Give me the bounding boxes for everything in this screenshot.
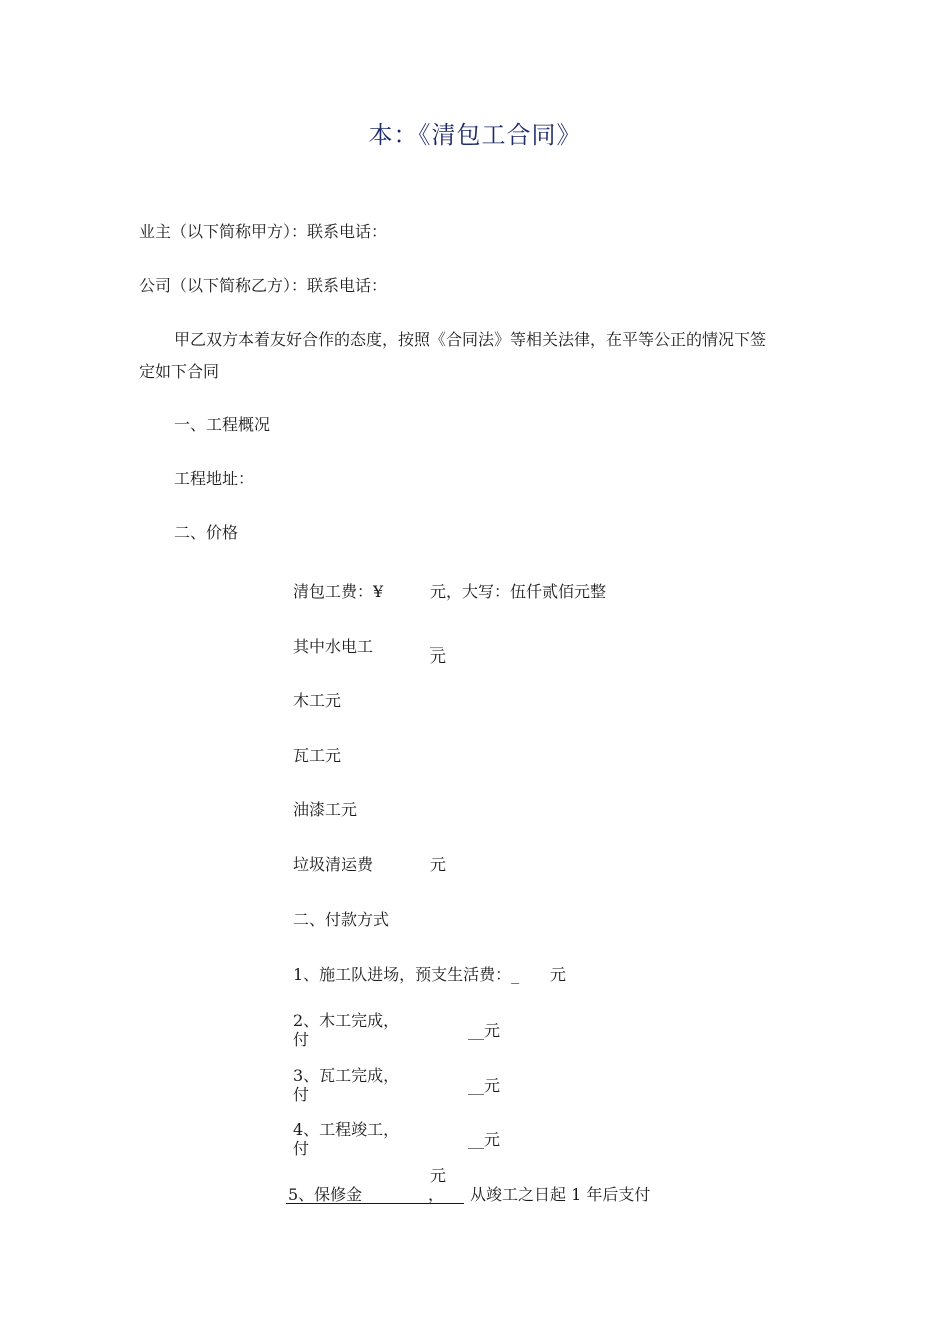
payment-item-3-line-1: 3、瓦工完成，	[293, 1066, 400, 1085]
payment-item-2-line-1: 2、木工完成，	[293, 1011, 400, 1030]
painting-line: 油漆工元	[293, 800, 358, 819]
payment-item-1-yuan: 元	[550, 965, 567, 984]
carpentry-line: 木工元	[293, 691, 342, 710]
payment-item-4-line-1: 4、工程竣工，	[293, 1120, 400, 1139]
garbage-fee-label: 垃圾清运费	[293, 855, 374, 874]
payment-item-5-underline	[286, 1203, 464, 1204]
electric-work-blank: __	[430, 634, 443, 649]
payment-item-3-line-2: 付	[293, 1085, 310, 1104]
payment-item-4-line-2: 付	[293, 1139, 310, 1158]
intro-line-2: 定如下合同	[139, 362, 220, 381]
party-b-line: 公司（以下简称乙方）：联系电话：	[139, 276, 388, 295]
payment-item-1: 1、施工队进场，预支生活费：_	[293, 965, 520, 984]
payment-item-5-yuan-above: 元	[430, 1166, 447, 1185]
payment-item-5-comma: ，	[428, 1185, 445, 1204]
payment-item-5-tail: 从竣工之日起 1 年后支付	[470, 1185, 651, 1204]
labor-fee-label: 清包工费：¥	[293, 582, 384, 601]
payment-item-2-amount: __元	[468, 1021, 501, 1040]
section-overview-heading: 一、工程概况	[174, 415, 271, 434]
labor-fee-amount-text: 元，大写：伍仟贰佰元整	[430, 582, 607, 601]
garbage-fee-yuan: 元	[430, 855, 447, 874]
payment-item-4-amount: __元	[468, 1130, 501, 1149]
party-a-line: 业主（以下简称甲方）：联系电话：	[139, 222, 388, 241]
tiling-line: 瓦工元	[293, 746, 342, 765]
intro-line-1: 甲乙双方本着友好合作的态度，按照《合同法》等相关法律，在平等公正的情况下签	[174, 330, 767, 349]
section-price-heading: 二、价格	[174, 523, 239, 542]
document-title: 本：《清包工合同》	[368, 121, 582, 149]
payment-item-2-line-2: 付	[293, 1030, 310, 1049]
electric-work-label: 其中水电工	[293, 637, 374, 656]
section-payment-heading: 二、付款方式	[293, 910, 390, 929]
electric-work-yuan: 元	[430, 647, 447, 666]
project-address-label: 工程地址：	[174, 469, 255, 488]
payment-item-5-label: 5、保修金	[288, 1185, 363, 1204]
payment-item-3-amount: __元	[468, 1076, 501, 1095]
